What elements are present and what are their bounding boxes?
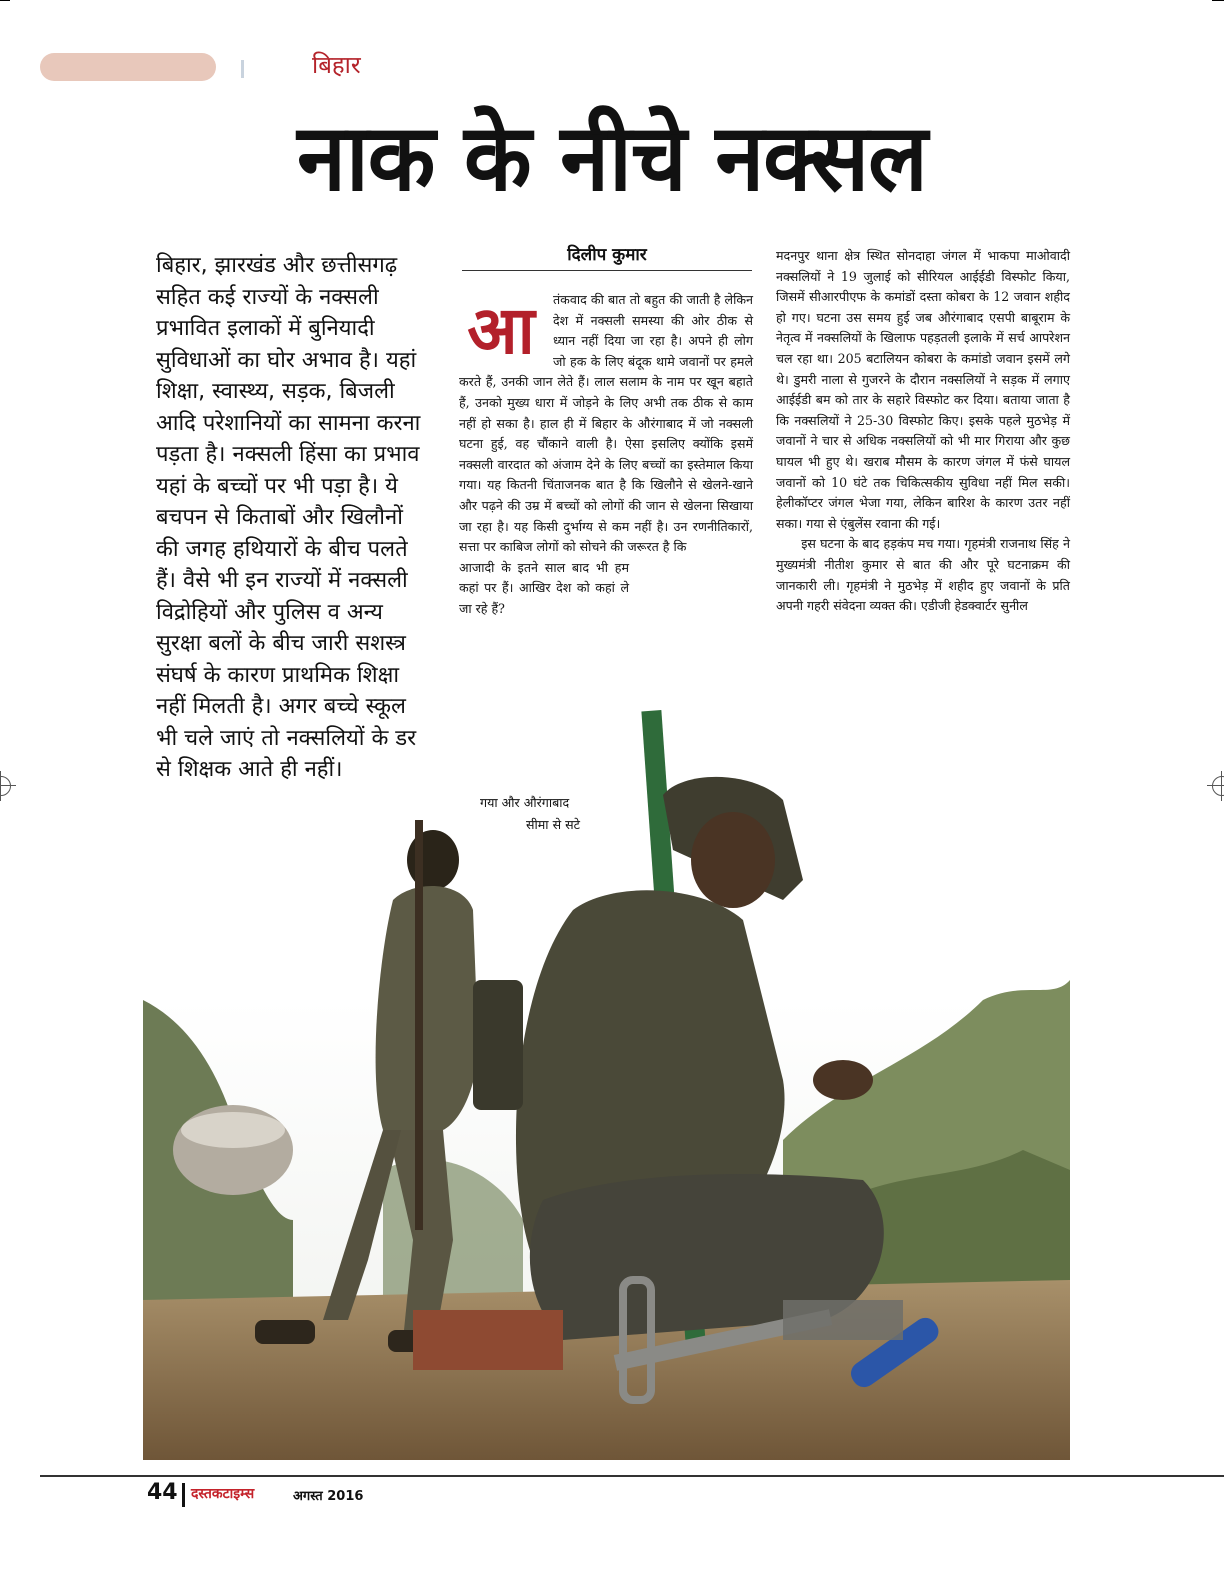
section-divider [241,60,244,78]
page-number: 44 [147,1480,178,1505]
news-photo [143,700,1070,1460]
section-label: बिहार [312,51,361,79]
brick [413,1310,563,1370]
registration-mark-left [0,776,11,796]
article-text-col2: तंकवाद की बात तो बहुत की जाती है लेकिन देश में नक्सली समस्या की ओर ठीक से ध्यान नहीं दिया जा रहा है। अपने ही लोग जो हक के लिए बंदूक थामे जवानों पर हमले करते हैं, उनकी जान लेते हैं। लाल सलाम के नाम पर खून बहाते हैं, उनको मुख्य धारा में जोड़ने के लिए अभी तक ठीक से काम नहीं हो सका है। हाल ही में बिहार के औरंगाबाद में जो नक्सली घटना हुई, वह चौंकाने वाली है। ऐसा इसलिए क्योंकि इसमें नक्सली वारदात को अंजाम देने के लिए बच्चों का इस्तेमाल किया गया। यह कितनी चिंताजनक बात है कि खिलौने से खेलने-खाने और पढ़ने की उम्र में बच्चों को लोगों की जान से खेलना सिखाया जा रहा है। यह किसी दुर्भाग्य से कम नहीं है। उन रणनीतिकारों, सत्ता पर काबिज लोगों को सोचने की जरूरत है कि [459,292,753,555]
pouch [473,980,523,1110]
intro-standfirst: बिहार, झारखंड और छत्तीसगढ़ सहित कई राज्यों के नक्सली प्रभावित इलाकों में बुनियादी सुविधाओं का घोर अभाव है। यहां शिक्षा, स्वास्थ्य, सड़क, बिजली आदि परेशानियों का सामना करना पड़ता है। नक्सली हिंसा का प्रभाव यहां के बच्चों पर भी पड़ा है। ये बचपन से किताबों और खिलौनों की जगह हथियारों के बीच पलते हैं। वैसे भी इन राज्यों में नक्सली विद्रोहियों और पुलिस व अन्य सुरक्षा बलों के बीच जारी सशस्त्र संघर्ष के कारण प्राथमिक शिक्षा नहीं मिलती है। अगर बच्चे स्कूल भी चले जाएं तो नक्सलियों के डर से शिक्षक आते ही नहीं। [156,253,421,782]
footer-rule [40,1475,1224,1477]
crop-mark-top-left [0,0,10,1]
registration-mark-right [1212,776,1224,796]
footer-divider [182,1483,185,1507]
section-pill-decoration [40,53,216,81]
article-paragraph: इस घटना के बाद हड़कंप मच गया। गृहमंत्री राजनाथ सिंह ने मुख्यमंत्री नीतीश कुमार से बात की और पूरे घटनाक्रम की जानकारी ली। गृहमंत्री ने मुठभेड़ में शहीद हुए जवानों के प्रति अपनी गहरी संवेदना व्यक्त की। एडीजी हेडक्वार्टर सुनील [776,536,1070,614]
drop-cap: आ [467,292,535,369]
byline: दिलीप कुमार [462,242,752,271]
publication-logo: दस्तकटाइम्स [191,1486,255,1502]
article-column-2 [459,290,753,620]
subheading-line-2: सीमा से सटे [526,817,580,832]
headline: नाक के नीचे नक्सल [297,103,927,212]
article-text-col2-tail: आजादी के इतने साल बाद भी हम कहां पर हैं। आखिर देश को कहां ले जा रहे हैं? [459,559,629,616]
subheading-line-1: गया और औरंगाबाद [480,795,570,810]
article-paragraph: मदनपुर थाना क्षेत्र स्थित सोनदाहा जंगल में भाकपा माओवादी नक्सलियों ने 19 जुलाई को सीरियल आईईडी विस्फोट किया, जिसमें सीआरपीएफ के कमांडों दस्ता कोबरा के 12 जवान शहीद हो गए। घटना उस समय हुई जब औरंगाबाद एसपी बाबूराम के नेतृत्व में नक्सलियों के खिलाफ पहड़तली इलाके में सर्च आपरेशन चल रहा था। 205 बटालियन कोबरा के कमांडो जवान इसमें लगे थे। डुमरी नाला से गुजरने के दौरान नक्सलियों ने सड़क में लगाए आईईडी बम को तार के सहारे विस्फोट कर दिया। बताया जाता है कि नक्सलियों ने 25-30 विस्फोट किए। इसके पहले मुठभेड़ में जवानों ने चार से अधिक नक्सलियों को भी मार गिराया और कुछ घायल भी हुए थे। खराब मौसम के कारण जंगल में फंसे घायल जवानों को 10 घंटे तक चिकित्सकीय सुविधा नहीं मिल सकी। हेलीकॉप्टर जंगल भेजा गया, लेकिन बारिश के कारण उतर नहीं सका। गया से एंबुलेंस रवाना की गई। [776,248,1070,531]
issue-date: अगस्त 2016 [293,1489,364,1504]
crop-mark-top-right [1212,0,1224,1]
article-column-3 [776,246,1070,617]
